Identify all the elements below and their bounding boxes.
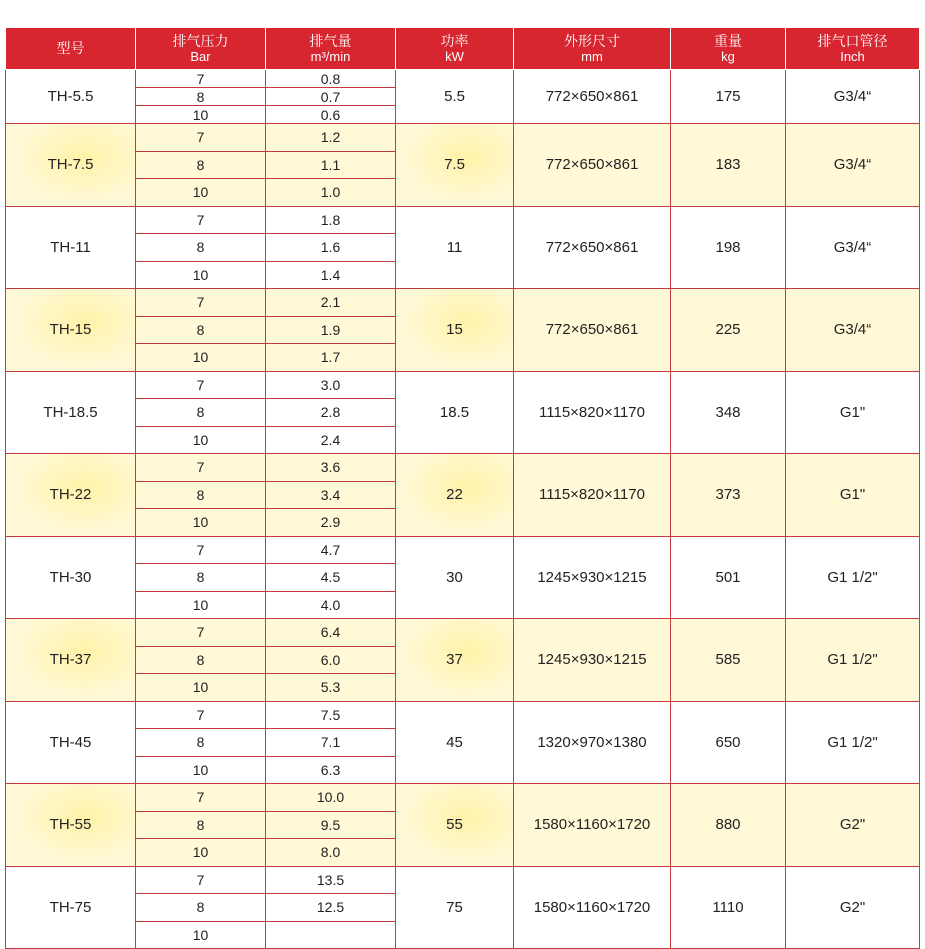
pressure-cell: 8 bbox=[136, 234, 266, 262]
flow-cell: 3.6 bbox=[266, 454, 396, 482]
flow-cell: 0.7 bbox=[266, 88, 396, 106]
pressure-cell: 10 bbox=[136, 426, 266, 454]
flow-cell: 7.1 bbox=[266, 729, 396, 757]
flow-cell: 0.8 bbox=[266, 70, 396, 88]
weight-cell: 198 bbox=[671, 206, 786, 289]
power-cell: 37 bbox=[396, 619, 514, 702]
flow-cell: 1.7 bbox=[266, 344, 396, 372]
pressure-cell: 10 bbox=[136, 756, 266, 784]
model-group bbox=[6, 124, 920, 207]
header-dimensions: 外形尺寸 mm bbox=[514, 28, 671, 70]
flow-cell: 3.0 bbox=[266, 371, 396, 399]
pressure-cell: 7 bbox=[136, 206, 266, 234]
power-cell: 22 bbox=[396, 454, 514, 537]
flow-cell: 9.5 bbox=[266, 811, 396, 839]
model-cell: TH-5.5 bbox=[6, 70, 136, 124]
power-cell: 30 bbox=[396, 536, 514, 619]
pipe-cell: G1 1/2" bbox=[786, 536, 920, 619]
dimensions-cell: 1115×820×1170 bbox=[514, 454, 671, 537]
pipe-cell: G1 1/2" bbox=[786, 701, 920, 784]
flow-cell: 6.0 bbox=[266, 646, 396, 674]
pressure-cell: 8 bbox=[136, 399, 266, 427]
pressure-cell: 8 bbox=[136, 88, 266, 106]
flow-cell: 1.9 bbox=[266, 316, 396, 344]
flow-cell: 7.5 bbox=[266, 701, 396, 729]
pressure-cell: 7 bbox=[136, 454, 266, 482]
model-group bbox=[6, 619, 920, 702]
pressure-cell: 10 bbox=[136, 344, 266, 372]
header-weight: 重量 kg bbox=[671, 28, 786, 70]
model-cell: TH-37 bbox=[6, 619, 136, 702]
pipe-cell: G3/4“ bbox=[786, 206, 920, 289]
pressure-cell: 7 bbox=[136, 866, 266, 894]
header-model: 型号 bbox=[6, 28, 136, 70]
table-row bbox=[6, 701, 920, 729]
table-row bbox=[6, 289, 920, 317]
pressure-cell: 10 bbox=[136, 261, 266, 289]
dimensions-cell: 1320×970×1380 bbox=[514, 701, 671, 784]
pressure-cell: 8 bbox=[136, 729, 266, 757]
pressure-cell: 7 bbox=[136, 701, 266, 729]
flow-cell: 1.6 bbox=[266, 234, 396, 262]
flow-cell: 12.5 bbox=[266, 894, 396, 922]
pipe-cell: G3/4“ bbox=[786, 289, 920, 372]
dimensions-cell: 1245×930×1215 bbox=[514, 619, 671, 702]
power-cell: 7.5 bbox=[396, 124, 514, 207]
pressure-cell: 10 bbox=[136, 509, 266, 537]
pressure-cell: 10 bbox=[136, 921, 266, 949]
dimensions-cell: 1115×820×1170 bbox=[514, 371, 671, 454]
pressure-cell: 8 bbox=[136, 151, 266, 179]
flow-cell: 1.1 bbox=[266, 151, 396, 179]
pipe-cell: G1 1/2" bbox=[786, 619, 920, 702]
weight-cell: 373 bbox=[671, 454, 786, 537]
flow-cell: 1.4 bbox=[266, 261, 396, 289]
pressure-cell: 8 bbox=[136, 894, 266, 922]
flow-cell: 4.5 bbox=[266, 564, 396, 592]
pressure-cell: 10 bbox=[136, 674, 266, 702]
table-row bbox=[6, 206, 920, 234]
power-cell: 5.5 bbox=[396, 70, 514, 124]
flow-cell: 0.6 bbox=[266, 106, 396, 124]
header-pipe: 排气口管径 Inch bbox=[786, 28, 920, 70]
pressure-cell: 8 bbox=[136, 564, 266, 592]
weight-cell: 225 bbox=[671, 289, 786, 372]
pressure-cell: 8 bbox=[136, 811, 266, 839]
dimensions-cell: 772×650×861 bbox=[514, 124, 671, 207]
header-power: 功率 kW bbox=[396, 28, 514, 70]
model-group bbox=[6, 70, 920, 124]
model-cell: TH-22 bbox=[6, 454, 136, 537]
pressure-cell: 8 bbox=[136, 646, 266, 674]
pipe-cell: G1" bbox=[786, 371, 920, 454]
power-cell: 15 bbox=[396, 289, 514, 372]
pipe-cell: G2" bbox=[786, 784, 920, 867]
flow-cell: 2.9 bbox=[266, 509, 396, 537]
flow-cell: 8.0 bbox=[266, 839, 396, 867]
flow-cell: 1.8 bbox=[266, 206, 396, 234]
pressure-cell: 7 bbox=[136, 371, 266, 399]
model-cell: TH-75 bbox=[6, 866, 136, 949]
power-cell: 45 bbox=[396, 701, 514, 784]
weight-cell: 880 bbox=[671, 784, 786, 867]
dimensions-cell: 1580×1160×1720 bbox=[514, 784, 671, 867]
weight-cell: 183 bbox=[671, 124, 786, 207]
model-group bbox=[6, 289, 920, 372]
header-flow: 排气量 m³/min bbox=[266, 28, 396, 70]
model-group bbox=[6, 371, 920, 454]
flow-cell: 5.3 bbox=[266, 674, 396, 702]
pipe-cell: G3/4“ bbox=[786, 70, 920, 124]
table-row bbox=[6, 536, 920, 564]
model-cell: TH-30 bbox=[6, 536, 136, 619]
model-group bbox=[6, 206, 920, 289]
weight-cell: 501 bbox=[671, 536, 786, 619]
flow-cell: 6.4 bbox=[266, 619, 396, 647]
spec-table bbox=[5, 28, 920, 949]
table-row bbox=[6, 124, 920, 152]
table-header bbox=[6, 28, 920, 70]
power-cell: 55 bbox=[396, 784, 514, 867]
dimensions-cell: 772×650×861 bbox=[514, 70, 671, 124]
flow-cell: 3.4 bbox=[266, 481, 396, 509]
dimensions-cell: 1580×1160×1720 bbox=[514, 866, 671, 949]
flow-cell bbox=[266, 921, 396, 949]
header-pressure: 排气压力 Bar bbox=[136, 28, 266, 70]
pressure-cell: 8 bbox=[136, 481, 266, 509]
pipe-cell: G2" bbox=[786, 866, 920, 949]
pipe-cell: G1" bbox=[786, 454, 920, 537]
flow-cell: 13.5 bbox=[266, 866, 396, 894]
model-group bbox=[6, 454, 920, 537]
header-row bbox=[6, 28, 920, 70]
flow-cell: 1.0 bbox=[266, 179, 396, 207]
pressure-cell: 7 bbox=[136, 124, 266, 152]
pressure-cell: 8 bbox=[136, 316, 266, 344]
pressure-cell: 10 bbox=[136, 591, 266, 619]
pressure-cell: 10 bbox=[136, 839, 266, 867]
table-row bbox=[6, 371, 920, 399]
pressure-cell: 10 bbox=[136, 106, 266, 124]
model-cell: TH-18.5 bbox=[6, 371, 136, 454]
weight-cell: 348 bbox=[671, 371, 786, 454]
pressure-cell: 7 bbox=[136, 784, 266, 812]
model-cell: TH-11 bbox=[6, 206, 136, 289]
pressure-cell: 7 bbox=[136, 70, 266, 88]
flow-cell: 2.8 bbox=[266, 399, 396, 427]
model-cell: TH-7.5 bbox=[6, 124, 136, 207]
dimensions-cell: 1245×930×1215 bbox=[514, 536, 671, 619]
weight-cell: 585 bbox=[671, 619, 786, 702]
flow-cell: 1.2 bbox=[266, 124, 396, 152]
model-group bbox=[6, 784, 920, 867]
flow-cell: 4.7 bbox=[266, 536, 396, 564]
power-cell: 18.5 bbox=[396, 371, 514, 454]
model-cell: TH-15 bbox=[6, 289, 136, 372]
model-group bbox=[6, 536, 920, 619]
weight-cell: 1110 bbox=[671, 866, 786, 949]
flow-cell: 10.0 bbox=[266, 784, 396, 812]
power-cell: 75 bbox=[396, 866, 514, 949]
table-row bbox=[6, 619, 920, 647]
table-row bbox=[6, 70, 920, 88]
weight-cell: 175 bbox=[671, 70, 786, 124]
table-row bbox=[6, 866, 920, 894]
dimensions-cell: 772×650×861 bbox=[514, 206, 671, 289]
flow-cell: 6.3 bbox=[266, 756, 396, 784]
flow-cell: 4.0 bbox=[266, 591, 396, 619]
pressure-cell: 7 bbox=[136, 536, 266, 564]
weight-cell: 650 bbox=[671, 701, 786, 784]
power-cell: 11 bbox=[396, 206, 514, 289]
model-cell: TH-45 bbox=[6, 701, 136, 784]
dimensions-cell: 772×650×861 bbox=[514, 289, 671, 372]
flow-cell: 2.4 bbox=[266, 426, 396, 454]
pressure-cell: 10 bbox=[136, 179, 266, 207]
model-cell: TH-55 bbox=[6, 784, 136, 867]
pressure-cell: 7 bbox=[136, 619, 266, 647]
table-row bbox=[6, 784, 920, 812]
flow-cell: 2.1 bbox=[266, 289, 396, 317]
pipe-cell: G3/4“ bbox=[786, 124, 920, 207]
model-group bbox=[6, 866, 920, 949]
table-row bbox=[6, 454, 920, 482]
model-group bbox=[6, 701, 920, 784]
pressure-cell: 7 bbox=[136, 289, 266, 317]
